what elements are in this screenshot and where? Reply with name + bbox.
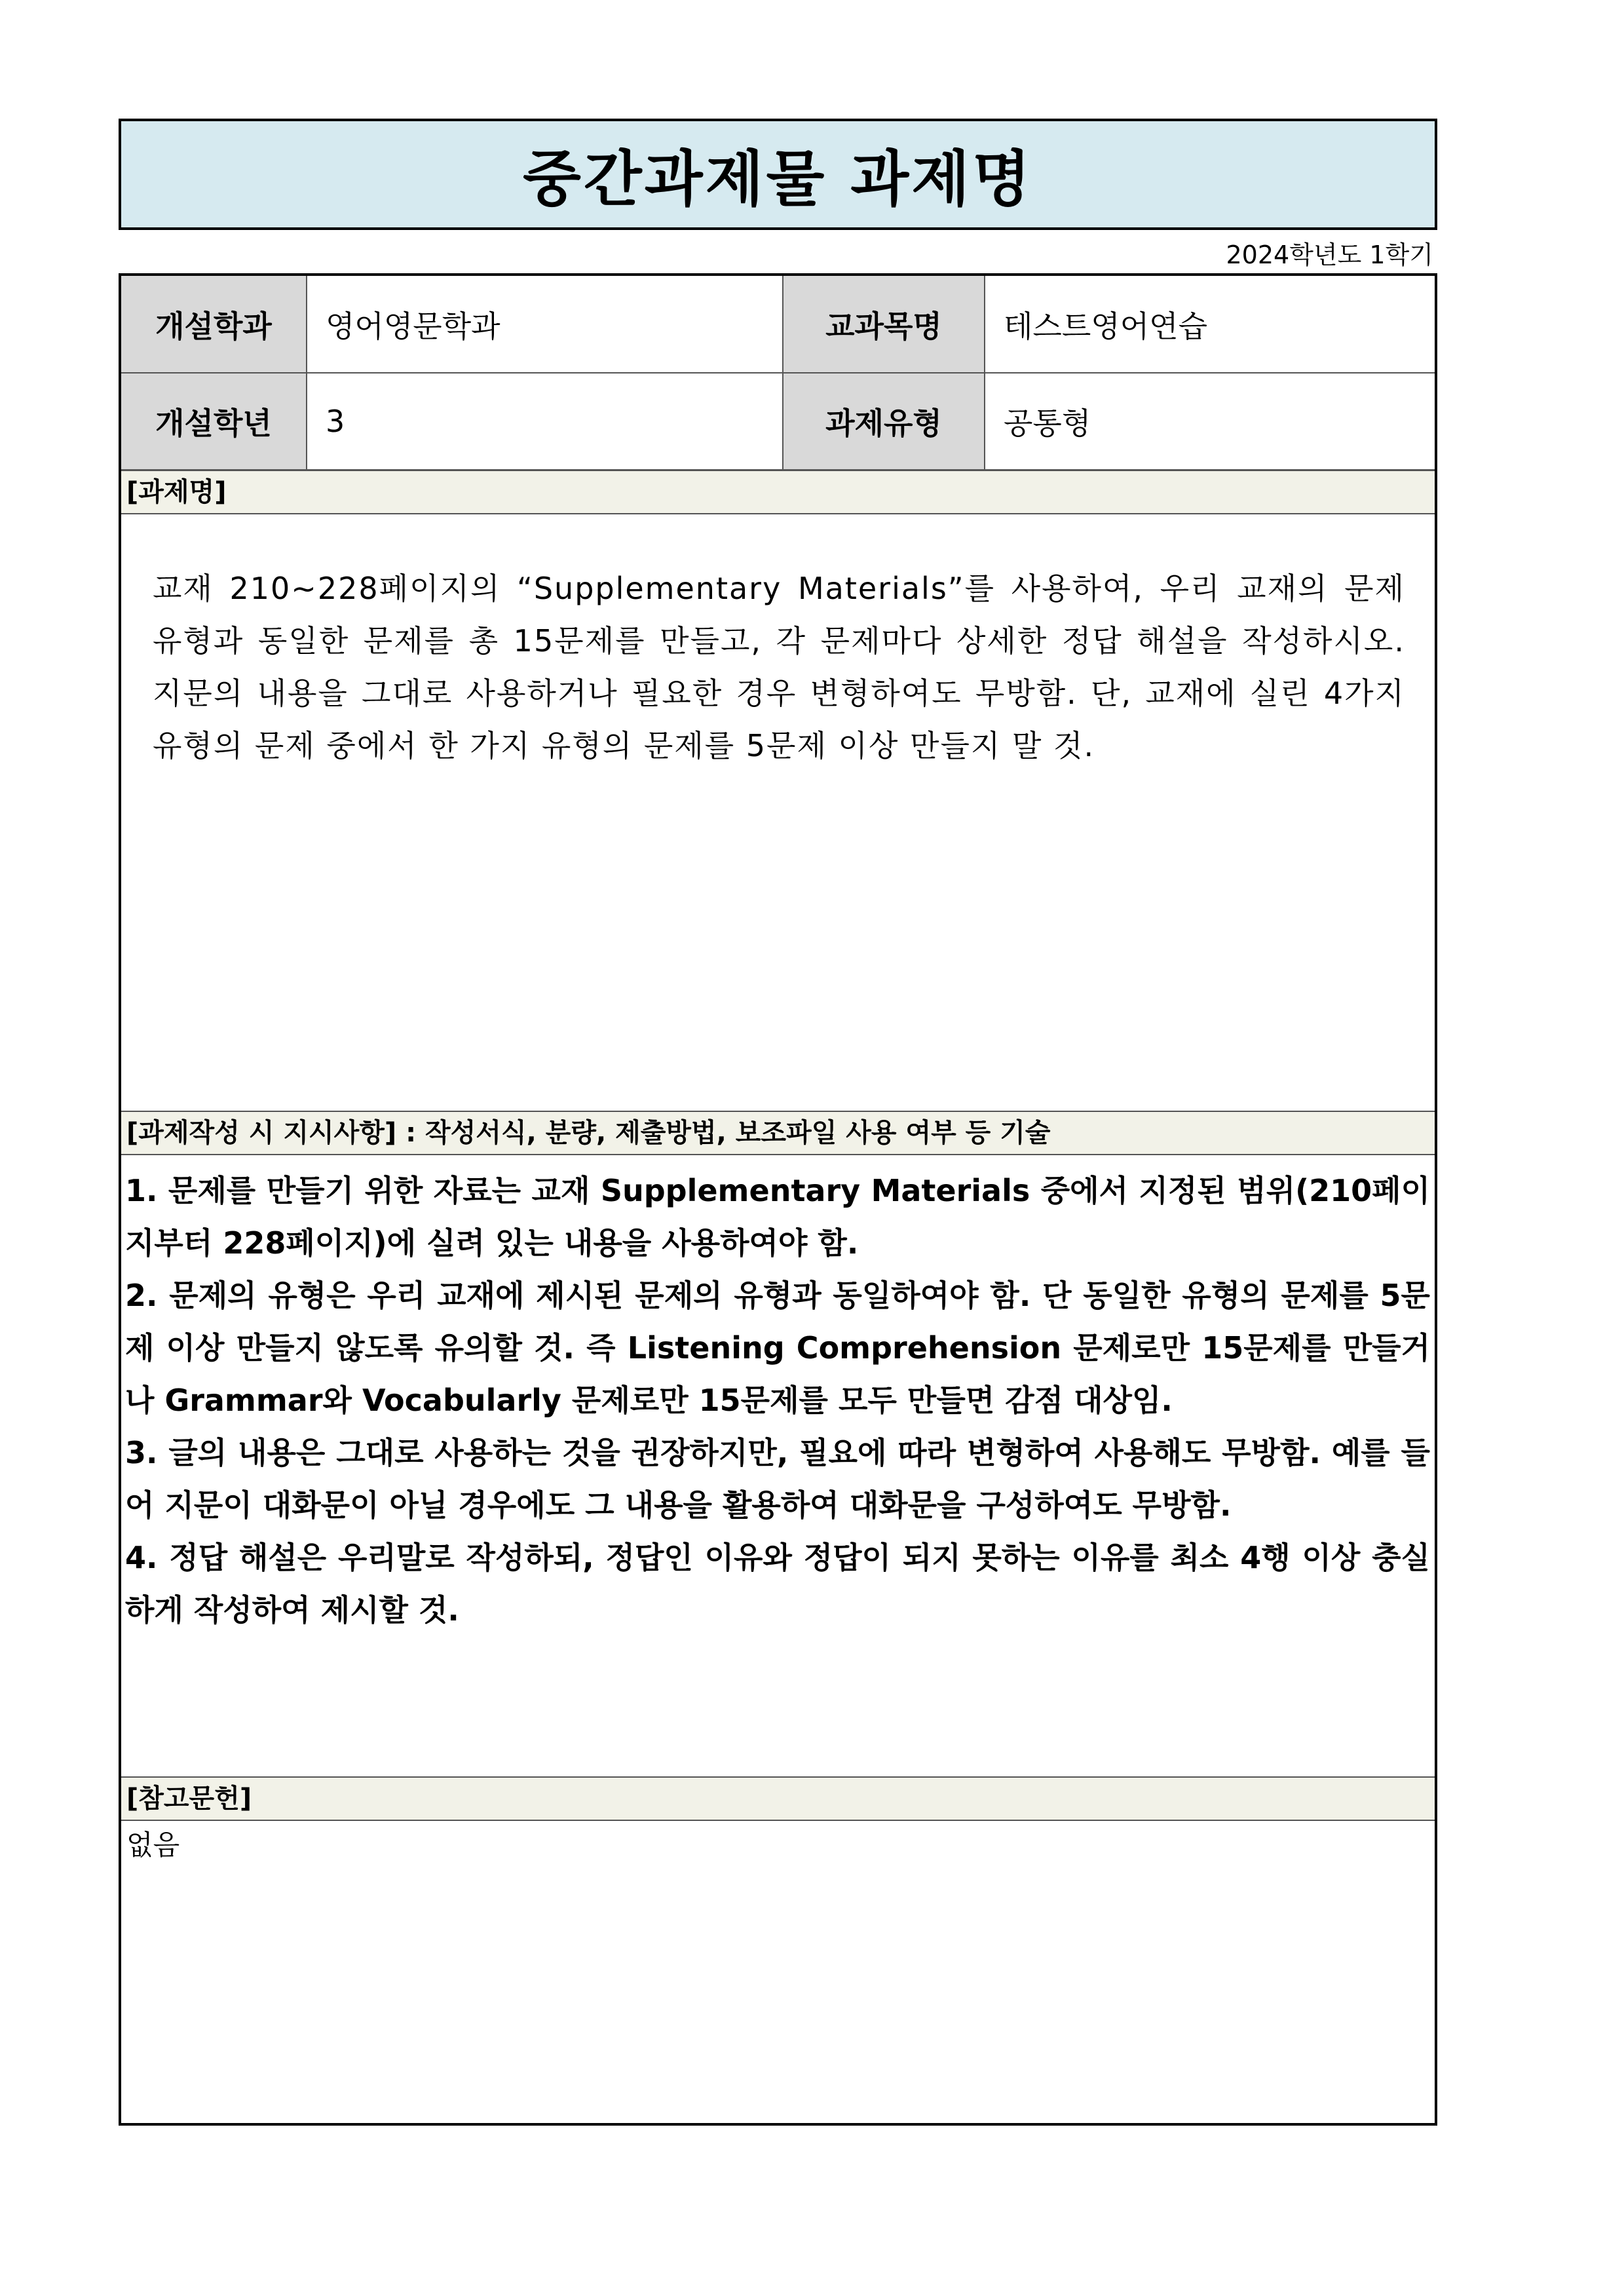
task-description: 교재 210~228페이지의 “Supplementary Materials”를 사용하여, 우리 교재의 문제 유형과 동일한 문제를 총 15문제를 만들고, 각 문제마다 상세한 정답 해설을 작성하시오. 지문의 내용을 그대로 사용하거나 필요한 경우 변형하여도 무방함. 단, 교재에 실린 4가지 유형의 문제 중에서 한 가지 유형의 문제를 5문제 이상 만들지 말 것. [153, 571, 1405, 763]
course-label: 교과목명 [783, 276, 985, 373]
instruction-item: 3. 글의 내용은 그대로 사용하는 것을 권장하지만, 필요에 따라 변형하여 사용해도 무방함. 예를 들어 지문이 대화문이 아닐 경우에도 그 내용을 활용하여 대화문을 구성하여도 무방함. [125, 1435, 1430, 1523]
type-label: 과제유형 [783, 373, 985, 470]
instruction-item: 2. 문제의 유형은 우리 교재에 제시된 문제의 유형과 동일하여야 함. 단 동일한 유형의 문제를 5문제 이상 만들지 않도록 유의할 것. 즉 Listening Comprehension 문제로만 15문제를 만들거나 Grammar와 Vocabularly 문제로만 15문제를 모두 만들면 감점 대상임. [125, 1278, 1430, 1418]
grade-value: 3 [307, 373, 783, 470]
instructions-heading: [과제작성 시 지시사항] : 작성서식, 분량, 제출방법, 보조파일 사용 여부 등 기술 [121, 1111, 1435, 1155]
instruction-item: 1. 문제를 만들기 위한 자료는 교재 Supplementary Materials 중에서 지정된 범위(210페이지부터 228페이지)에 실려 있는 내용을 사용하여야 함. [125, 1173, 1430, 1261]
course-info-table [121, 276, 1435, 470]
course-info-row [121, 373, 1435, 470]
semester-label: 2024학년도 1학기 [1226, 240, 1433, 269]
instructions-list [125, 1164, 1430, 1636]
references-body: 없음 [126, 1829, 180, 1861]
dept-label: 개설학과 [121, 276, 307, 373]
dept-value: 영어영문학과 [307, 276, 783, 373]
instruction-item: 4. 정답 해설은 우리말로 작성하되, 정답인 이유와 정답이 되지 못하는 이유를 최소 4행 이상 충실하게 작성하여 제시할 것. [125, 1540, 1430, 1628]
course-info-row [121, 276, 1435, 373]
document-title: 중간과제물 과제명 [119, 119, 1437, 230]
grade-label: 개설학년 [121, 373, 307, 470]
course-value: 테스트영어연습 [985, 276, 1435, 373]
task-heading: [과제명] [121, 470, 1435, 514]
assignment-form [119, 273, 1437, 2126]
type-value: 공통형 [985, 373, 1435, 470]
references-heading: [참고문헌] [121, 1776, 1435, 1821]
